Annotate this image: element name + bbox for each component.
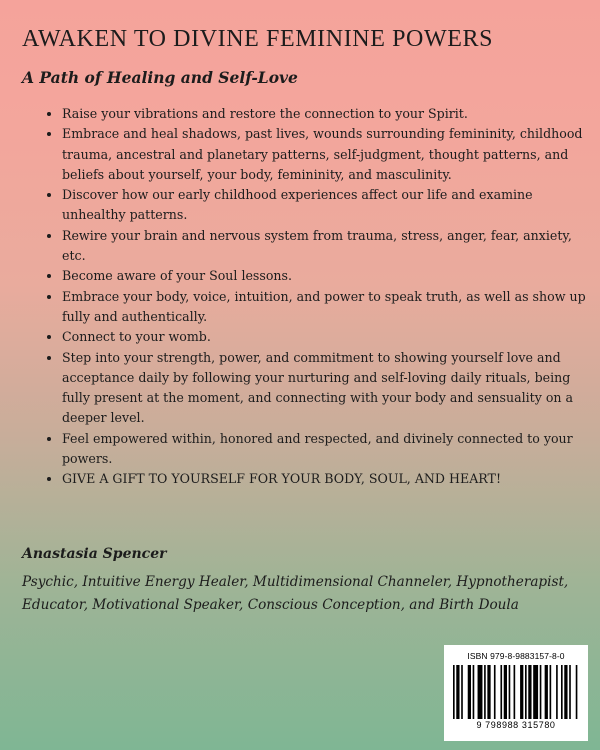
benefit-item: • Step into your strength, power, and commitment to showing yourself love and acceptance daily by following your nurturing and self-loving daily rituals, being fully present at the moment, and connecting with your body and sensuality on a deeper level. (62, 348, 590, 429)
barcode-bar (500, 665, 502, 719)
book-title: AWAKEN TO DIVINE FEMININE POWERS (22, 26, 494, 52)
barcode-bar (494, 665, 496, 719)
barcode-bar (461, 665, 463, 719)
barcode-bar (509, 665, 511, 719)
barcode-bar (504, 665, 507, 719)
author-name: Anastasia Spencer (22, 546, 167, 562)
benefit-item: • Embrace your body, voice, intuition, and power to speak truth, as well as show up fully and authentically. (62, 287, 590, 328)
benefit-item: • Become aware of your Soul lessons. (62, 266, 590, 286)
isbn-label: ISBN 979-8-9883157-8-0 (467, 651, 565, 661)
barcode-icon (453, 665, 579, 719)
barcode-bar (520, 665, 523, 719)
benefit-item: • Feel empowered within, honored and respected, and divinely connected to your powers. (62, 429, 590, 470)
isbn-barcode-block (444, 645, 588, 741)
barcode-bar (550, 665, 552, 719)
benefit-item: • GIVE A GIFT TO YOURSELF FOR YOUR BODY, SOUL, AND HEART! (62, 469, 590, 489)
barcode-bar (468, 665, 471, 719)
author-credentials: Psychic, Intuitive Energy Healer, Multidimensional Channeler, Hypnotherapist, Educator, Motivational Speaker, Conscious Conception, and Birth Doula (22, 574, 569, 613)
benefit-item: • Rewire your brain and nervous system from trauma, stress, anger, fear, anxiety, etc. (62, 226, 590, 267)
barcode-bar (556, 665, 558, 719)
barcode-bar (487, 665, 490, 719)
barcode-bar (514, 665, 516, 719)
barcode-bar (564, 665, 567, 719)
barcode-digits: 9 798988 315780 (476, 720, 556, 730)
benefit-item: • Discover how our early childhood experiences affect our life and examine unhealthy patterns. (62, 185, 590, 226)
barcode-bar (456, 665, 459, 719)
barcode-bar (453, 665, 455, 719)
barcode-bar (545, 665, 548, 719)
benefit-item: • Connect to your womb. (62, 327, 590, 347)
barcode-bar (525, 665, 527, 719)
barcode-bar (576, 665, 578, 719)
barcode-bar (484, 665, 486, 719)
benefit-item: • Raise your vibrations and restore the connection to your Spirit. (62, 104, 590, 124)
benefit-item: • Embrace and heal shadows, past lives, wounds surrounding femininity, childhood trauma, ancestral and planetary patterns, self-judgment, thought patterns, and beliefs about yourself, your body, femininity, and masculinity. (62, 124, 590, 185)
barcode-bar (569, 665, 571, 719)
book-subtitle: A Path of Healing and Self-Love (22, 68, 298, 87)
benefits-list (40, 104, 590, 490)
barcode-bar (478, 665, 483, 719)
barcode-bar (561, 665, 563, 719)
barcode-bar (533, 665, 538, 719)
barcode-bar (528, 665, 531, 719)
barcode-bar (473, 665, 475, 719)
barcode-bar (540, 665, 542, 719)
